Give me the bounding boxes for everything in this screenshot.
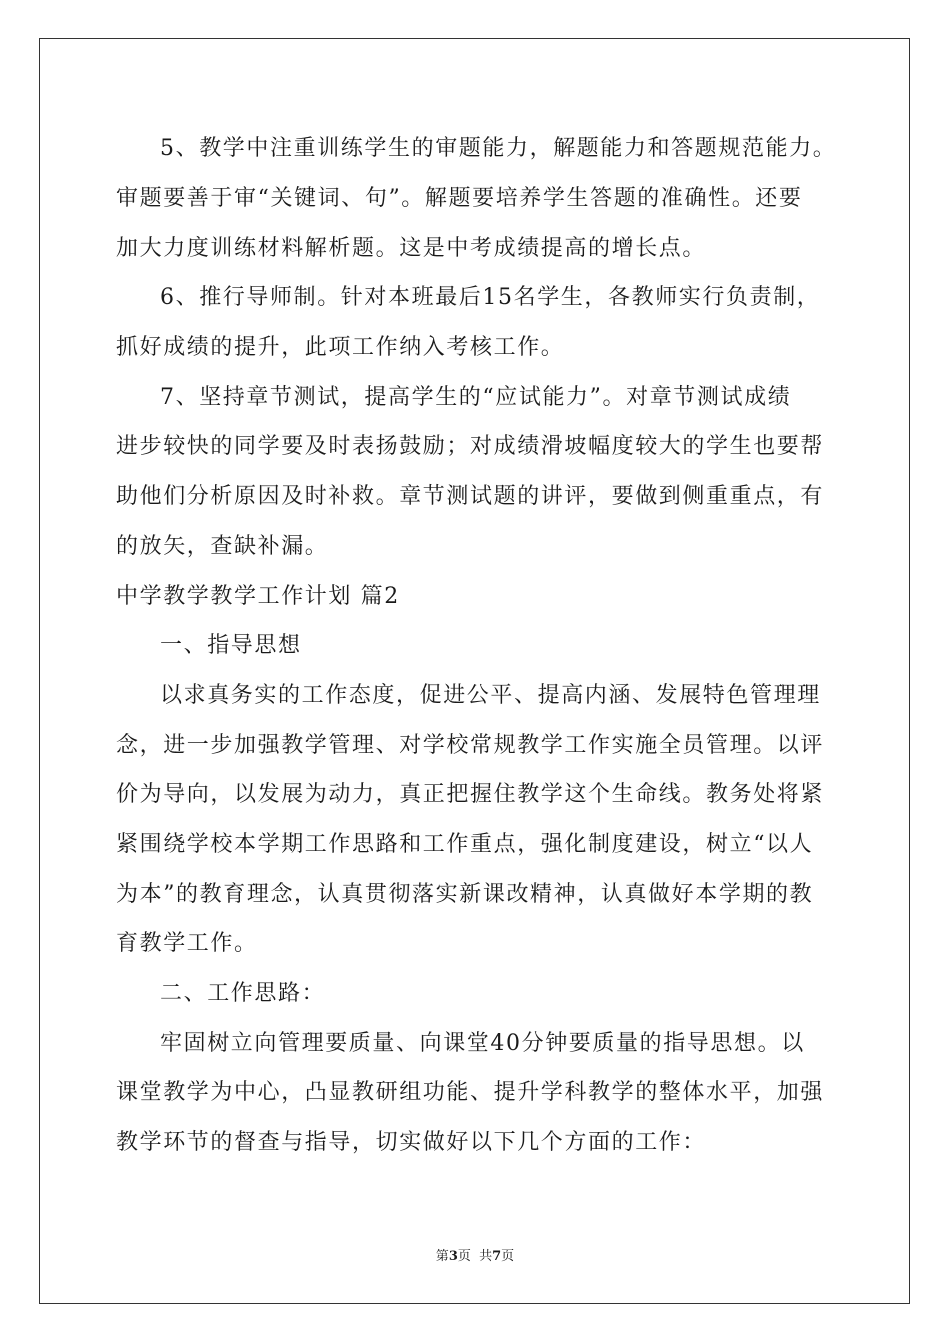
text-line: 课堂教学为中心，凸显教研组功能、提升学科教学的整体水平，加强 [116, 1080, 825, 1105]
text-line: 助他们分析原因及时补救。章节测试题的讲评，要做到侧重重点，有 [116, 484, 825, 509]
text-line: 育教学工作。 [116, 931, 258, 956]
footer-suffix: 页 [501, 1249, 515, 1264]
text-line: 加大力度训练材料解析题。这是中考成绩提高的增长点。 [116, 236, 707, 261]
text-line: 价为导向，以发展为动力，真正把握住教学这个生命线。教务处将紧 [116, 782, 825, 807]
text-line: 教学环节的督查与指导，切实做好以下几个方面的工作： [116, 1130, 707, 1155]
footer-mid: 页 共 [457, 1249, 493, 1264]
page-footer [0, 1248, 950, 1266]
text-line: 为本”的教育理念，认真贯彻落实新课改精神，认真做好本学期的教 [116, 882, 814, 907]
text-line: 审题要善于审“关键词、句”。解题要培养学生答题的准确性。还要 [116, 186, 803, 211]
text-line: 抓好成绩的提升，此项工作纳入考核工作。 [116, 335, 565, 360]
text-line: 紧围绕学校本学期工作思路和工作重点，强化制度建设，树立“以人 [116, 832, 814, 857]
text-line: 以求真务实的工作态度，促进公平、提高内涵、发展特色管理理 [160, 683, 821, 708]
text-line: 的放矢，查缺补漏。 [116, 534, 329, 559]
current-page-number: 3 [448, 1249, 458, 1264]
section-heading: 二、工作思路： [160, 981, 326, 1006]
footer-prefix: 第 [435, 1249, 449, 1264]
text-line: 牢固树立向管理要质量、向课堂40分钟要质量的指导思想。以 [160, 1031, 805, 1056]
total-page-number: 7 [492, 1249, 502, 1264]
section-heading: 一、指导思想 [160, 633, 302, 658]
section-title: 中学教学教学工作计划 篇2 [116, 584, 400, 609]
text-line: 5、教学中注重训练学生的审题能力，解题能力和答题规范能力。 [160, 136, 837, 161]
text-line: 7、坚持章节测试，提高学生的“应试能力”。对章节测试成绩 [160, 385, 792, 410]
page-border [39, 38, 910, 1304]
text-line: 6、推行导师制。针对本班最后15名学生，各教师实行负责制， [160, 285, 821, 310]
text-line: 念，进一步加强教学管理、对学校常规教学工作实施全员管理。以评 [116, 733, 825, 758]
text-line: 进步较快的同学要及时表扬鼓励；对成绩滑坡幅度较大的学生也要帮 [116, 434, 825, 459]
